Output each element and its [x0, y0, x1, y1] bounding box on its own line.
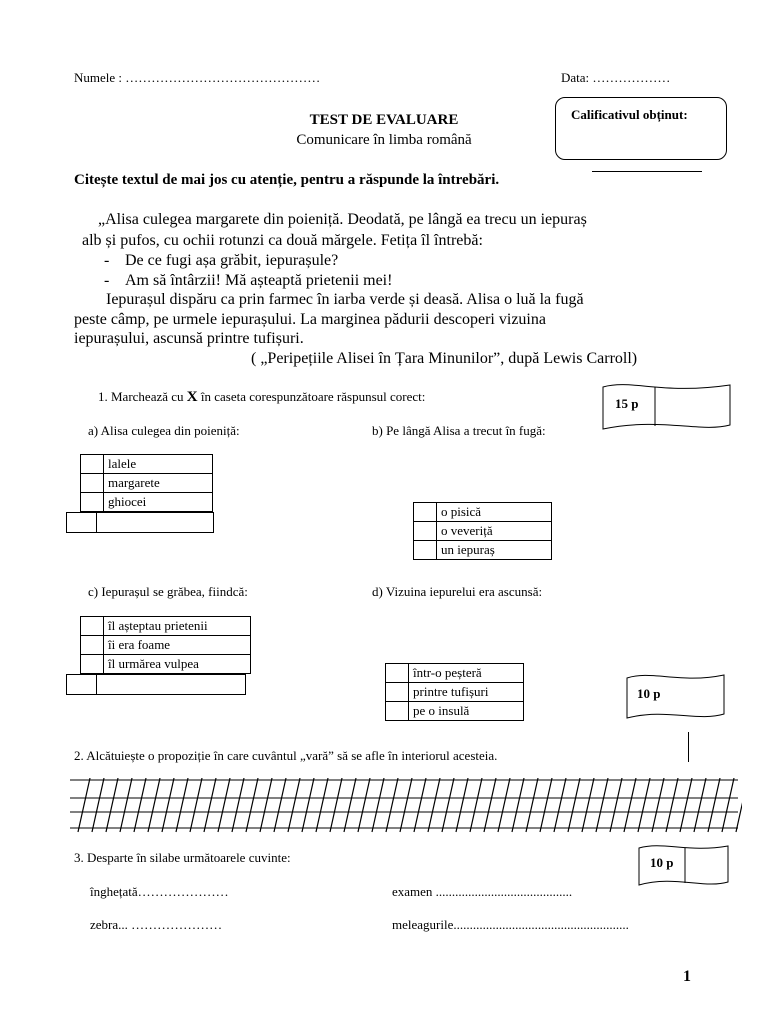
- option-row[interactable]: [81, 493, 213, 512]
- slant-guide: [694, 778, 706, 832]
- slant-guide: [232, 778, 244, 832]
- syllable-word-2[interactable]: examen ..........................................: [392, 884, 573, 899]
- slant-guide: [526, 778, 538, 832]
- q1c-label: c) Iepurașul se grăbea, fiindcă:: [88, 584, 248, 599]
- slant-guide: [596, 778, 608, 832]
- slant-guide: [470, 778, 482, 832]
- slant-guide: [274, 778, 286, 832]
- q1b-options: [413, 502, 552, 560]
- slant-guide: [120, 778, 132, 832]
- slant-guide: [554, 778, 566, 832]
- slant-guide: [148, 778, 160, 832]
- page-title: TEST DE EVALUARE: [309, 112, 459, 128]
- option-row[interactable]: [414, 522, 552, 541]
- q1c-options: [80, 616, 251, 674]
- dialog-dash: -: [104, 252, 110, 269]
- slant-guide: [330, 778, 342, 832]
- q2-points: 10 p: [637, 686, 661, 701]
- option-row[interactable]: [81, 655, 251, 674]
- slant-guide: [652, 778, 664, 832]
- syllable-word-3[interactable]: zebra... …………………: [90, 917, 223, 932]
- slant-guide: [134, 778, 146, 832]
- slant-guide: [92, 778, 104, 832]
- q1d-label: d) Vizuina iepurelui era ascunsă:: [372, 584, 543, 599]
- checkbox[interactable]: [386, 664, 409, 683]
- slant-guide: [722, 778, 734, 832]
- checkbox[interactable]: [414, 541, 437, 560]
- slant-guide: [512, 778, 524, 832]
- slant-guide: [582, 778, 594, 832]
- option-row[interactable]: [386, 702, 524, 721]
- slant-guide: [708, 778, 720, 832]
- option-row[interactable]: [81, 474, 213, 493]
- date-field-label: Data: ………………: [561, 70, 671, 85]
- story-source: ( „Peripețiile Alisei în Țara Minunilor”, după Lewis Carroll): [251, 350, 638, 367]
- q1a-options: [80, 454, 213, 512]
- answer-box[interactable]: [66, 512, 98, 533]
- option-label: printre tufișuri: [409, 683, 524, 702]
- checkbox[interactable]: [414, 522, 437, 541]
- q1b-label: b) Pe lângă Alisa a trecut în fugă:: [372, 423, 546, 438]
- grade-box-label: Calificativul obținut:: [571, 107, 688, 122]
- slant-guide: [106, 778, 118, 832]
- slant-guide: [344, 778, 356, 832]
- option-row[interactable]: [386, 664, 524, 683]
- slant-guide: [540, 778, 552, 832]
- option-row[interactable]: [414, 541, 552, 560]
- option-label: pe o insulă: [409, 702, 524, 721]
- story-dialog-2: Am să întârzii! Mă așteaptă prietenii mei!: [125, 272, 393, 289]
- option-label: într-o peșteră: [409, 664, 524, 683]
- slant-guide: [736, 778, 742, 832]
- slant-guide: [176, 778, 188, 832]
- option-label: ghiocei: [104, 493, 213, 512]
- slant-guide: [246, 778, 258, 832]
- slant-guide: [442, 778, 454, 832]
- answer-box[interactable]: [96, 512, 214, 533]
- slant-guide: [680, 778, 692, 832]
- slant-guide: [288, 778, 300, 832]
- slant-guide: [162, 778, 174, 832]
- checkbox[interactable]: [81, 636, 104, 655]
- story-line-4: peste câmp, pe urmele iepurașului. La marginea pădurii descoperi vizuina: [74, 311, 546, 328]
- slant-guide: [666, 778, 678, 832]
- slant-guide: [302, 778, 314, 832]
- slant-guide: [400, 778, 412, 832]
- story-line-2: alb și pufos, cu ochii rotunzi ca două mărgele. Fetița îl întrebă:: [82, 232, 483, 249]
- option-row[interactable]: [81, 617, 251, 636]
- answer-box[interactable]: [66, 674, 98, 695]
- syllable-word-4[interactable]: meleagurile......................................................: [392, 917, 629, 932]
- slant-guide: [456, 778, 468, 832]
- option-label: îi era foame: [104, 636, 251, 655]
- option-label: un iepuraș: [437, 541, 552, 560]
- slant-guide: [498, 778, 510, 832]
- dialog-dash: -: [104, 272, 110, 289]
- slant-guide: [372, 778, 384, 832]
- option-label: o veveriță: [437, 522, 552, 541]
- slant-guide: [204, 778, 216, 832]
- option-label: lalele: [104, 455, 213, 474]
- slant-guide: [610, 778, 622, 832]
- slant-guide: [316, 778, 328, 832]
- margin-tick: [688, 732, 689, 762]
- grade-underline: [592, 171, 702, 172]
- reading-instruction: Citește textul de mai jos cu atenție, pentru a răspunde la întrebări.: [74, 172, 500, 188]
- checkbox[interactable]: [81, 493, 104, 512]
- option-row[interactable]: [414, 503, 552, 522]
- q2-prompt: 2. Alcătuiește o propoziție în care cuvântul „vară” să se afle în interiorul acesteia.: [74, 748, 498, 763]
- checkbox[interactable]: [81, 655, 104, 674]
- syllable-word-1[interactable]: înghețată…………………: [90, 884, 229, 899]
- q1a-label: a) Alisa culegea din poieniță:: [88, 423, 240, 438]
- slant-guide: [638, 778, 650, 832]
- handwriting-lines[interactable]: [70, 778, 742, 838]
- slant-guide: [624, 778, 636, 832]
- slant-guide: [260, 778, 272, 832]
- page-number: 1: [683, 968, 691, 985]
- option-label: o pisică: [437, 503, 552, 522]
- checkbox[interactable]: [386, 683, 409, 702]
- slant-guide: [78, 778, 90, 832]
- subject-title: Comunicare în limba română: [296, 132, 472, 148]
- slant-guide: [568, 778, 580, 832]
- q1-prompt: 1. Marchează cu X în caseta corespunzătoare răspunsul corect:: [98, 389, 426, 405]
- option-row[interactable]: [81, 636, 251, 655]
- q1d-options: [385, 663, 524, 721]
- checkbox[interactable]: [81, 455, 104, 474]
- slant-guide: [414, 778, 426, 832]
- answer-box[interactable]: [96, 674, 246, 695]
- story-line-5: iepurașului, ascunsă printre tufișuri.: [74, 330, 304, 347]
- story-line-1: „Alisa culegea margarete din poieniță. Deodată, pe lângă ea trecu un iepuraș: [98, 211, 587, 228]
- slant-guide: [386, 778, 398, 832]
- checkbox[interactable]: [81, 474, 104, 493]
- checkbox[interactable]: [414, 503, 437, 522]
- option-label: îl urmărea vulpea: [104, 655, 251, 674]
- slant-guide: [428, 778, 440, 832]
- slant-guide: [190, 778, 202, 832]
- slant-guide: [484, 778, 496, 832]
- option-label: margarete: [104, 474, 213, 493]
- option-row[interactable]: [81, 455, 213, 474]
- name-field-label: Numele : ………………………………………: [74, 70, 321, 85]
- checkbox[interactable]: [81, 617, 104, 636]
- story-dialog-1: De ce fugi așa grăbit, iepurașule?: [125, 252, 339, 269]
- q3-prompt: 3. Desparte în silabe următoarele cuvinte:: [74, 850, 291, 865]
- option-label: îl așteptau prietenii: [104, 617, 251, 636]
- q1-points: 15 p: [615, 396, 639, 411]
- story-line-3: Iepurașul dispăru ca prin farmec în iarba verde și deasă. Alisa o luă la fugă: [106, 291, 584, 308]
- option-row[interactable]: [386, 683, 524, 702]
- q3-points: 10 p: [650, 855, 674, 870]
- slant-guide: [358, 778, 370, 832]
- checkbox[interactable]: [386, 702, 409, 721]
- slant-guide: [218, 778, 230, 832]
